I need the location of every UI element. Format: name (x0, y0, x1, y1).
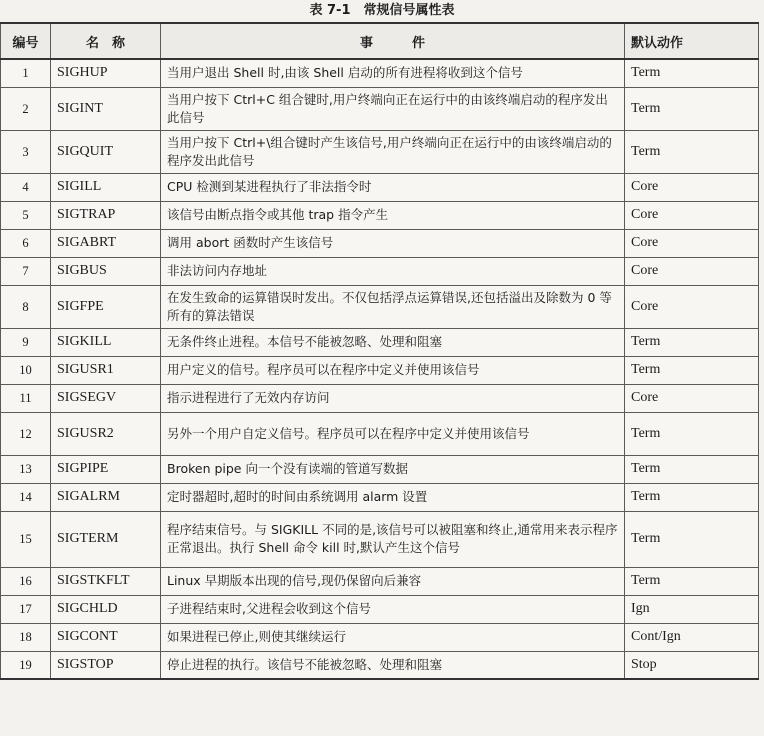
table-row (1, 595, 759, 623)
cell-no: 1 (1, 59, 51, 87)
cell-name: SIGKILL (51, 328, 161, 356)
cell-name: SIGINT (51, 87, 161, 130)
cell-name: SIGPIPE (51, 455, 161, 483)
table-row (1, 356, 759, 384)
cell-action: Core (625, 201, 759, 229)
cell-name: SIGILL (51, 173, 161, 201)
table-row (1, 455, 759, 483)
cell-name: SIGFPE (51, 285, 161, 328)
cell-event: Linux 早期版本出现的信号,现仍保留向后兼容 (161, 567, 625, 595)
cell-action: Term (625, 328, 759, 356)
header-name: 名 称 (51, 23, 161, 59)
header-event: 事 件 (161, 23, 625, 59)
cell-name: SIGBUS (51, 257, 161, 285)
cell-no: 12 (1, 412, 51, 455)
table-row (1, 59, 759, 87)
table-row (1, 130, 759, 173)
cell-event: 另外一个用户自定义信号。程序员可以在程序中定义并使用该信号 (161, 412, 625, 455)
cell-no: 18 (1, 623, 51, 651)
cell-action: Term (625, 511, 759, 567)
cell-name: SIGSEGV (51, 384, 161, 412)
table-caption: 表 7-1 常规信号属性表 (309, 3, 455, 18)
cell-no: 2 (1, 87, 51, 130)
table-row (1, 651, 759, 679)
cell-action: Term (625, 412, 759, 455)
cell-no: 11 (1, 384, 51, 412)
cell-no: 9 (1, 328, 51, 356)
cell-action: Term (625, 483, 759, 511)
cell-event: 非法访问内存地址 (161, 257, 625, 285)
cell-event: 如果进程已停止,则使其继续运行 (161, 623, 625, 651)
cell-event: 当用户退出 Shell 时,由该 Shell 启动的所有进程将收到这个信号 (161, 59, 625, 87)
table-row (1, 412, 759, 455)
cell-action: Core (625, 173, 759, 201)
cell-name: SIGCONT (51, 623, 161, 651)
table-row (1, 384, 759, 412)
cell-event: 指示进程进行了无效内存访问 (161, 384, 625, 412)
cell-no: 17 (1, 595, 51, 623)
cell-event: Broken pipe 向一个没有读端的管道写数据 (161, 455, 625, 483)
table-header (1, 23, 759, 59)
cell-event: 该信号由断点指令或其他 trap 指令产生 (161, 201, 625, 229)
cell-no: 19 (1, 651, 51, 679)
cell-action: Term (625, 59, 759, 87)
table-row (1, 328, 759, 356)
table-row (1, 285, 759, 328)
cell-no: 14 (1, 483, 51, 511)
cell-action: Stop (625, 651, 759, 679)
cell-no: 5 (1, 201, 51, 229)
signal-table (0, 22, 759, 680)
cell-name: SIGALRM (51, 483, 161, 511)
cell-name: SIGSTOP (51, 651, 161, 679)
table-row (1, 173, 759, 201)
header-no: 编号 (1, 23, 51, 59)
cell-action: Core (625, 384, 759, 412)
cell-name: SIGUSR2 (51, 412, 161, 455)
table-row (1, 483, 759, 511)
cell-no: 15 (1, 511, 51, 567)
cell-action: Cont/Ign (625, 623, 759, 651)
table-row (1, 87, 759, 130)
cell-action: Core (625, 285, 759, 328)
cell-event: 在发生致命的运算错误时发出。不仅包括浮点运算错误,还包括溢出及除数为 0 等所有的算法错误 (161, 285, 625, 328)
cell-name: SIGTRAP (51, 201, 161, 229)
cell-name: SIGTERM (51, 511, 161, 567)
cell-no: 8 (1, 285, 51, 328)
cell-event: 定时器超时,超时的时间由系统调用 alarm 设置 (161, 483, 625, 511)
cell-no: 3 (1, 130, 51, 173)
cell-no: 13 (1, 455, 51, 483)
cell-name: SIGUSR1 (51, 356, 161, 384)
cell-no: 10 (1, 356, 51, 384)
cell-event: 调用 abort 函数时产生该信号 (161, 229, 625, 257)
table-row (1, 567, 759, 595)
table-row (1, 623, 759, 651)
table-row (1, 511, 759, 567)
cell-action: Term (625, 130, 759, 173)
cell-event: 用户定义的信号。程序员可以在程序中定义并使用该信号 (161, 356, 625, 384)
cell-action: Core (625, 229, 759, 257)
cell-no: 6 (1, 229, 51, 257)
cell-no: 4 (1, 173, 51, 201)
cell-event: 当用户按下 Ctrl+C 组合键时,用户终端向正在运行中的由该终端启动的程序发出此信号 (161, 87, 625, 130)
cell-action: Term (625, 356, 759, 384)
cell-event: 无条件终止进程。本信号不能被忽略、处理和阻塞 (161, 328, 625, 356)
cell-name: SIGHUP (51, 59, 161, 87)
cell-action: Term (625, 455, 759, 483)
table-body (1, 59, 759, 679)
table-row (1, 229, 759, 257)
cell-action: Core (625, 257, 759, 285)
cell-name: SIGCHLD (51, 595, 161, 623)
cell-action: Term (625, 567, 759, 595)
header-row (1, 23, 759, 59)
cell-name: SIGSTKFLT (51, 567, 161, 595)
cell-event: 当用户按下 Ctrl+\组合键时产生该信号,用户终端向正在运行中的由该终端启动的程序发出此信号 (161, 130, 625, 173)
cell-name: SIGQUIT (51, 130, 161, 173)
cell-event: CPU 检测到某进程执行了非法指令时 (161, 173, 625, 201)
cell-event: 程序结束信号。与 SIGKILL 不同的是,该信号可以被阻塞和终止,通常用来表示程序正常退出。执行 Shell 命令 kill 时,默认产生这个信号 (161, 511, 625, 567)
cell-no: 16 (1, 567, 51, 595)
cell-event: 停止进程的执行。该信号不能被忽略、处理和阻塞 (161, 651, 625, 679)
cell-no: 7 (1, 257, 51, 285)
header-action: 默认动作 (625, 23, 759, 59)
table-row (1, 257, 759, 285)
cell-event: 子进程结束时,父进程会收到这个信号 (161, 595, 625, 623)
table-row (1, 201, 759, 229)
cell-name: SIGABRT (51, 229, 161, 257)
cell-action: Ign (625, 595, 759, 623)
cell-action: Term (625, 87, 759, 130)
